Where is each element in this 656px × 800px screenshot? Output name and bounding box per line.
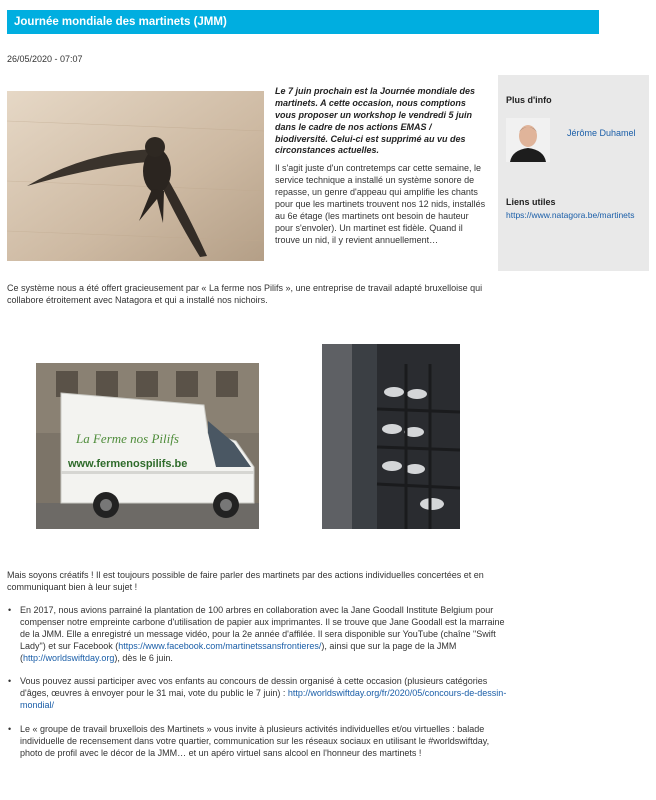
list-item [7,605,507,664]
nest-box-illustration [322,344,460,529]
sidebar-heading: Plus d'info [506,95,552,105]
van-illustration [36,363,259,529]
facebook-link[interactable]: https://www.facebook.com/martinetssansfrontieres/ [118,640,322,651]
publish-date: 26/05/2020 - 07:07 [7,54,83,64]
bullet-icon: • [8,676,12,687]
ferme-paragraph: Ce système nous a été offert gracieusement par « La ferme nos Pilifs », une entreprise de travail adapté bruxelloise qui collabore étroitement avec Natagora et qui a installé nos nichoirs. [7,283,483,305]
worldswiftday-link[interactable]: http://worldswiftday.org [23,652,115,663]
van-logo-text: La Ferme nos Pilifs [76,431,179,446]
concours-link[interactable]: http://worldswiftday.org/fr/2020/05/concours-de-dessin-mondial/ [20,688,507,711]
contact-person-link[interactable]: Jérôme Duhamel [567,128,636,138]
intro-text [275,86,487,246]
list-item-text: ), ainsi que sur la page de la JMM ( [20,640,457,663]
list-item-text: ), dès le 6 juin. [114,652,173,663]
intro-body: Il s'agit juste d'un contretemps car cette semaine, le service technique a installé un système sonore de repasse, un genre d'appeau qui amplifie les chants pour que les martinets trouvent nos 12 nids, installés au 6e étage (les martinets ont besoin de hauteur pour s'envoler). Un martinet est fidèle. Quand il trouve un nid, il y revient annuellement… [275,163,486,245]
list-item-text: En 2017, nous avions parrainé la plantation de 100 arbres en collaboration avec la Jane Goodall Institute Belgium pour compenser notre empreinte carbone d'utilisation de papier aux imprimantes. Il se trouve que Jane Goodall est la marraine de la JMM. Elle a enregistré un message vidéo, pour la 2e année d'affilée. Il sera disponible sur YouTube (chaîne "Swift Lady") et sur Facebook ( [20,605,505,651]
bullet-icon: • [8,724,12,734]
sidebar [498,75,649,271]
van-photo [36,363,259,529]
intro-lead: Le 7 juin prochain est la Journée mondiale des martinets. A cette occasion, nous comptions vous proposer un workshop le vendredi 5 juin dans le cadre de nos actions EMAS / biodiversité. Celui-ci est supprimé au vu des circonstances actuelles. [275,86,476,156]
van-url-text: www.fermenospilifs.be [68,458,188,470]
person-icon [506,118,550,162]
avatar [506,118,550,162]
useful-links-heading: Liens utiles [506,197,556,207]
list-item-text: Le « groupe de travail bruxellois des Martinets » vous invite à plusieurs activités individuelles et/ou virtuelles : balade individuelle de recensement dans votre quartier, communication sur les réseaux sociaux en utilisant le #worldswiftday, photo de profil avec le décor de la JMM… et un apéro virtuel sans alcool en l'honneur des martinets ! [20,724,490,758]
list-item-text: Vous pouvez aussi participer avec vos enfants au concours de dessin organisé à cette occasion (plusieurs catégories d'âges, œuvres à envoyer pour le 31 mai, vote du public le 7 juin) : [20,676,488,699]
swift-photo [7,91,264,261]
creatifs-paragraph: Mais soyons créatifs ! Il est toujours possible de faire parler des martinets par des actions individuelles concertées et en communiquant bien à leur sujet ! [7,570,484,592]
nest-box-photo [322,344,460,529]
list-item [7,676,507,712]
page-title: Journée mondiale des martinets (JMM) [14,16,227,28]
swift-illustration [7,91,264,261]
page-title-bar [7,10,599,34]
natagora-link[interactable]: https://www.natagora.be/martinets [506,210,635,220]
actions-list [7,605,507,772]
bullet-icon: • [8,605,12,615]
list-item [7,724,507,760]
